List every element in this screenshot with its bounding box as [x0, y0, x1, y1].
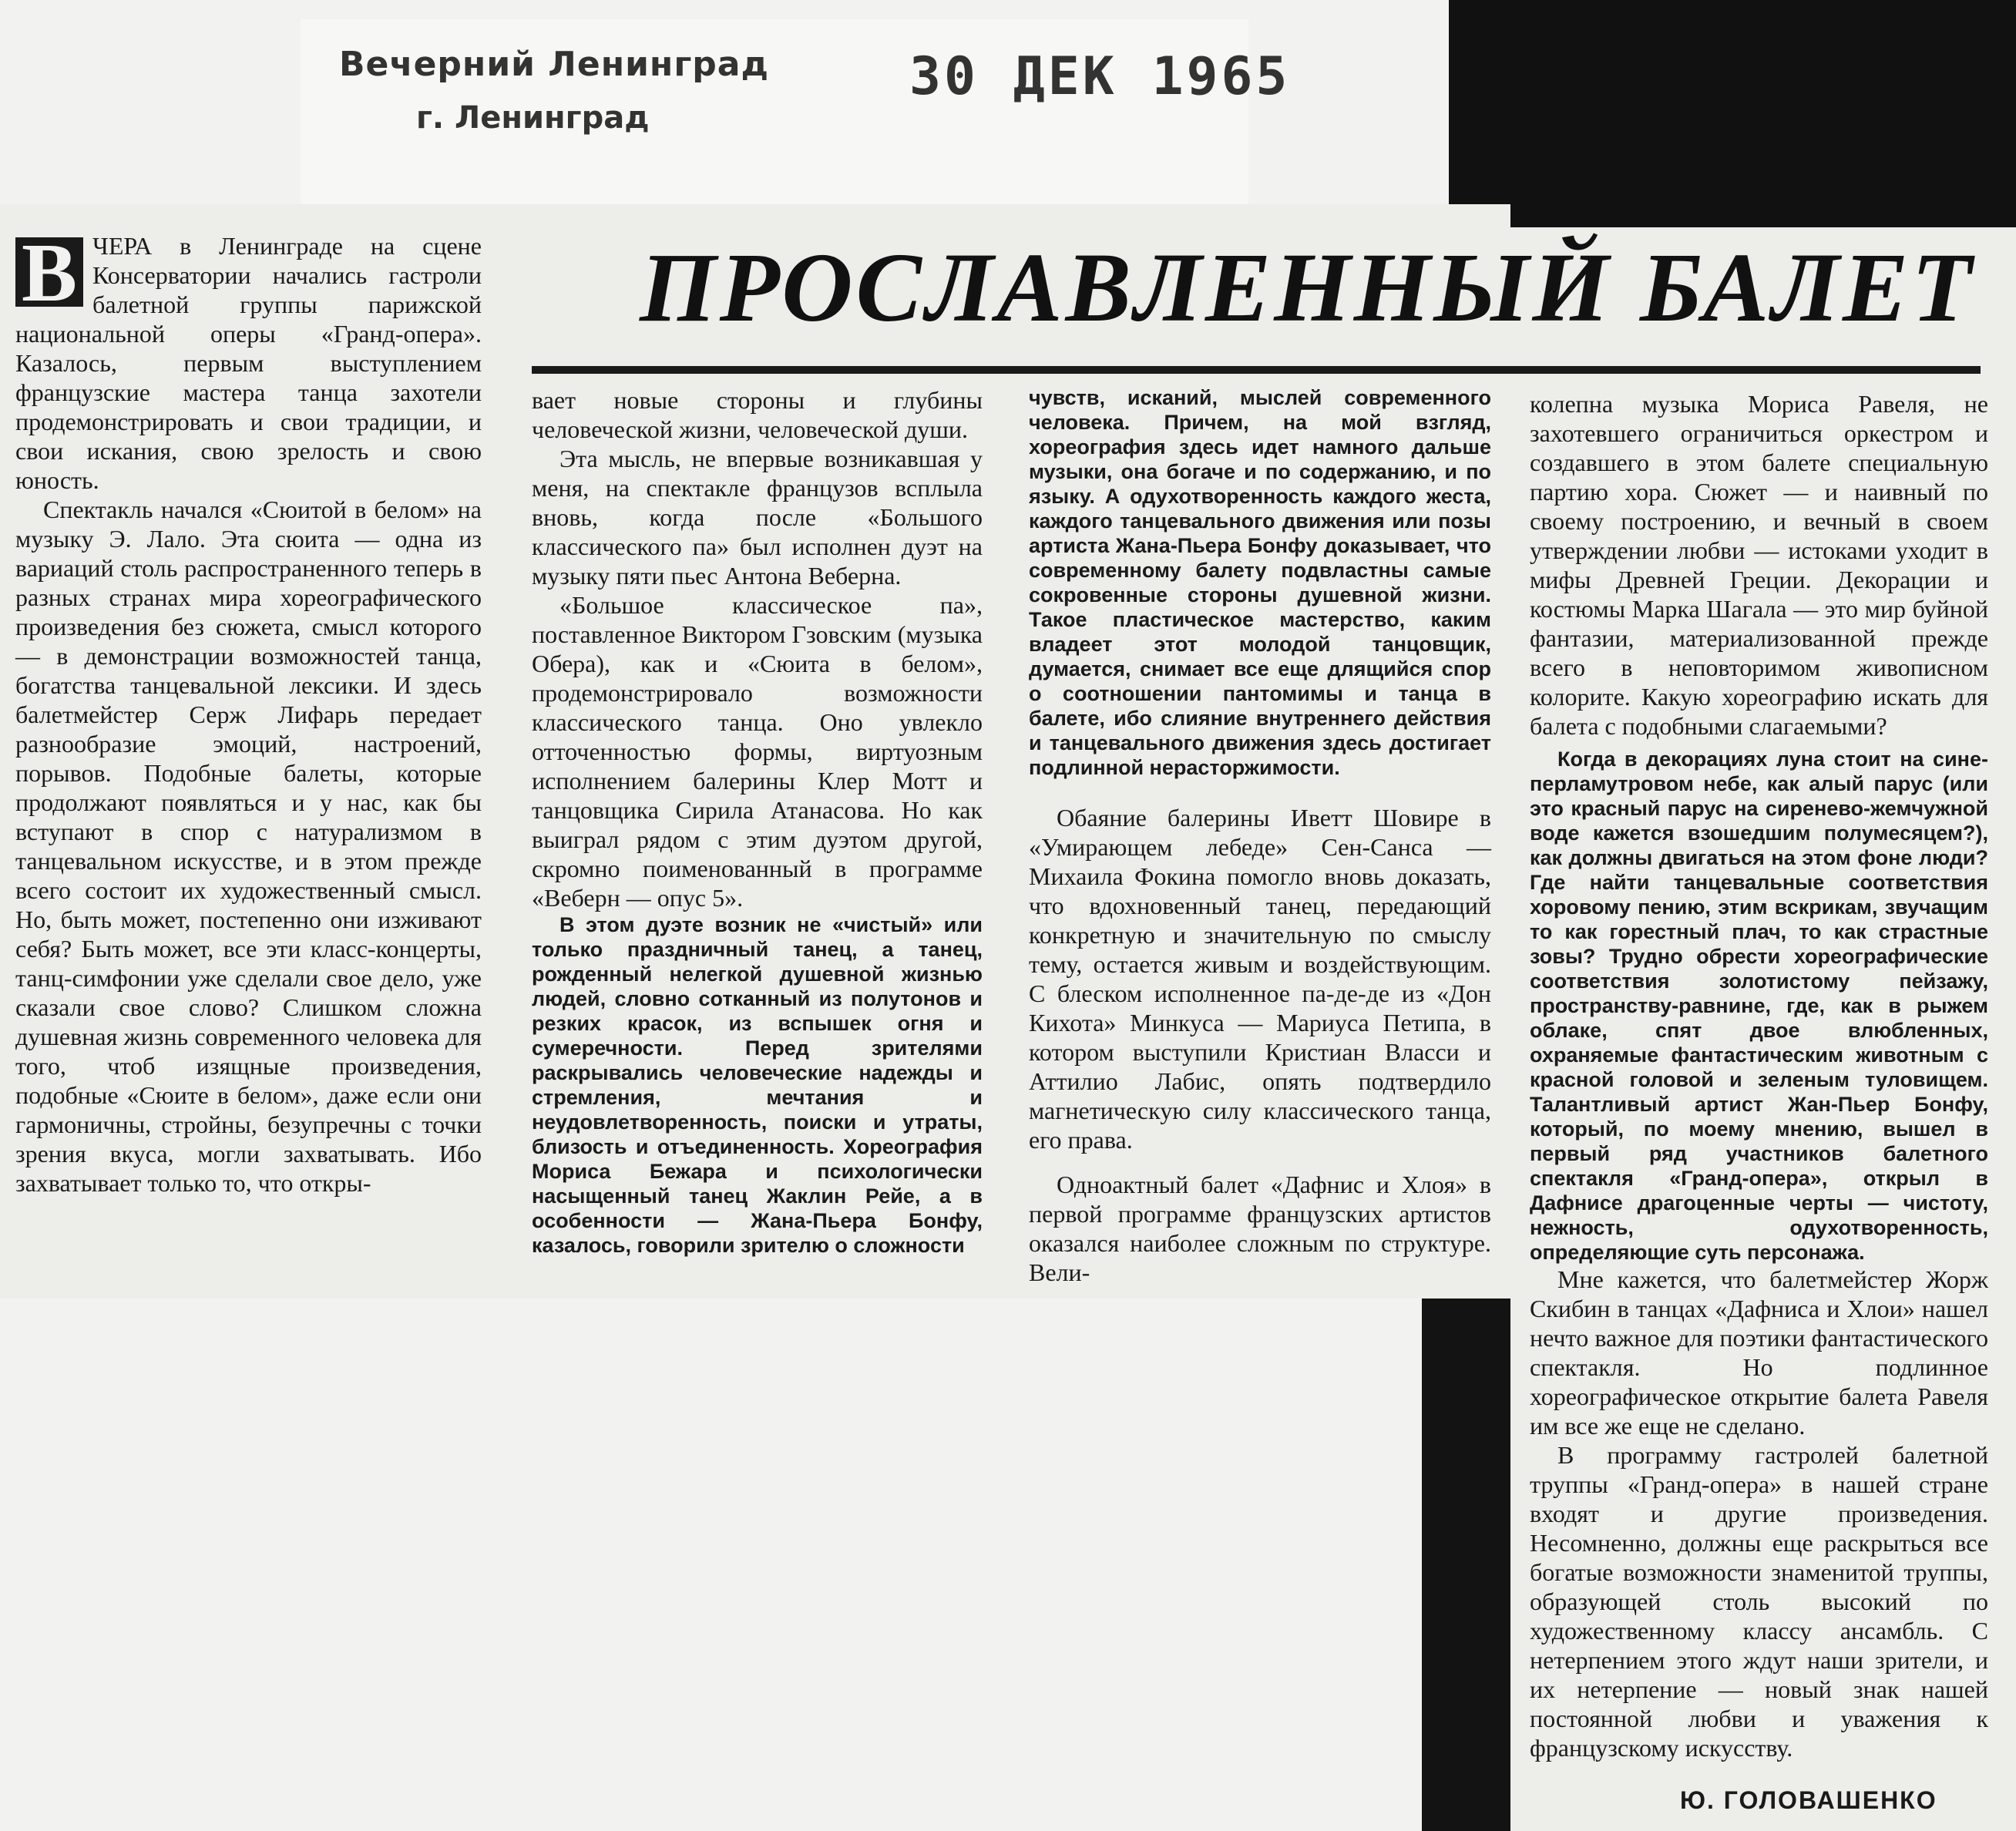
- paragraph: В программу гастролей балетной труппы «Гранд-опера» в нашей стране входят и другие произведения. Несомненно, должны еще раскрыться все богатые возможности знаменитой труппы, образующей столь высокий по художественному классу ансамбль. С нетерпением этого ждут наши зрители, и их нетерпение — новый знак нашей постоянной любви и уважения к французскому искусству.: [1530, 1441, 1988, 1762]
- stamp-city: г. Ленинград: [416, 100, 650, 136]
- paragraph: Эта мысль, не впервые возникавшая у меня, на спектакле французов всплыла вновь, когда после «Большого классического па» был исполнен дуэт на музыку пяти пьес Антона Веберна.: [532, 445, 983, 590]
- background-dark-strip: [1422, 1272, 1514, 1831]
- paragraph: Одноактный балет «Дафнис и Хлоя» в первой программе французских артистов оказался наиболее сложным по структуре. Вели-: [1029, 1171, 1491, 1286]
- stamp-organization: Вечерний Ленинград: [339, 45, 770, 84]
- article-column-3: [1029, 385, 1491, 1286]
- paragraph: «Большое классическое па», поставленное Виктором Гзовским (музыка Обера), как и «Сюита в белом», продемонстрировало возможности классического танца. Оно увлекло отточенностью формы, виртуозным исполнением балерины Клер Мотт и танцовщика Сирила Атанасова. Но как выиграл рядом с этим дуэтом другой, скромно поименованный в программе «Веберн — опус 5».: [532, 591, 983, 912]
- headline-rule: [532, 366, 1981, 374]
- paragraph: Мне кажется, что балетмейстер Жорж Скибин в танцах «Дафниса и Хлои» нашел нечто важное для поэтики фантастического спектакля. Но подлинное хореографическое открытие балета Равеля им все же еще не сделано.: [1530, 1265, 1988, 1440]
- author-signature: Ю. ГОЛОВАШЕНКО: [1680, 1786, 1937, 1814]
- article-column-1: [15, 227, 482, 1272]
- article-column-4: [1530, 389, 1988, 1807]
- drop-cap: В: [15, 237, 83, 307]
- paragraph: Обаяние балерины Иветт Шовире в «Умирающем лебеде» Сен-Санса — Михаила Фокина помогло вновь доказать, что вдохновенный танец, передающий конкретную и значительную по смыслу тему, остается живым и воздействующим. С блеском исполненное па-де-де из «Дон Кихота» Минкуса — Мариуса Петипа, в котором выступили Кристиан Власси и Аттилио Лабис, опять подтвердило магнетическую силу классического танца, его права.: [1029, 804, 1491, 1154]
- background-dark-band: [1449, 0, 2016, 247]
- paragraph: [15, 227, 482, 495]
- paragraph-bold: чувств, исканий, мыслей современного человека. Причем, на мой взгляд, хореография здесь идет намного дальше музыки, она богаче и по содержанию, и по языку. А одухотворенность каждого жеста, каждого танцевального движения или позы артиста Жана-Пьера Бонфу доказывает, что современному балету подвластны самые сокровенные стороны душевной жизни. Такое пластическое мастерство, каким владеет этот молодой танцовщик, думается, снимает все еще длящийся спор о соотношении пантомимы и танца в балете, ибо слияние внутреннего действия и танцевального движения здесь достигает подлинной нерасторжимости.: [1029, 386, 1491, 779]
- paragraph-bold: В этом дуэте возник не «чистый» или только праздничный танец, а танец, рожденный нелегкой душевной жизнью людей, словно сотканный из полутонов и резких красок, из вспышек огня и сумеречности. Перед зрителями раскрывались человеческие надежды и стремления, мечтания и неудовлетворенность, поиски и утраты, близость и отъединенность. Хореография Мориса Бежара и психологически насыщенный танец Жаклин Рейе, а в особенности — Жана-Пьера Бонфу, казалось, говорили зрителю о сложности: [532, 913, 983, 1257]
- stamp-date: 30 ДЕК 1965: [909, 46, 1291, 107]
- paragraph-text: ЧЕРА в Ленинграде на сцене Консерватории начались гастроли балетной группы парижской национальной оперы «Гранд-опера». Казалось, первым выступлением французские мастера танца захотели продемонстрировать и свои традиции, и свои искания, свою зрелость и свою юность.: [15, 232, 482, 494]
- paragraph: колепна музыка Мориса Равеля, не захотевшего ограничиться оркестром и создавшего в этом балете специальную партию хора. Сюжет — и наивный по своему построению, и вечный в своем утверждении любви — истоками уходит в мифы Древней Греции. Декорации и костюмы Марка Шагала — это мир буйной фантазии, материализованной прежде всего в неповторимом живописном колорите. Какую хореографию искать для балета с подобными слагаемыми?: [1530, 390, 1988, 740]
- article-headline: ПРОСЛАВЛЕННЫЙ БАЛЕТ: [640, 233, 1975, 342]
- paragraph-bold: Когда в декорациях луна стоит на сине-перламутровом небе, как алый парус (или это красный парус на сиренево-жемчужной воде кажется взошедшим полумесяцем?), как должны двигаться на этом фоне люди? Где найти танцевальные соответствия хоровому пению, этим вскрикам, звучащим то как горестный плач, то как страстные зовы? Трудно обрести хореографические соответствия золотистому пейзажу, пространству-равнине, где, как в рыжем облаке, спят двое влюбленных, охраняемые фантастическим животным с красной головой и зеленым туловищем. Талантливый артист Жан-Пьер Бонфу, который, по моему мнению, вышел в первый ряд участников балетного спектакля «Гранд-опера», открыл в Дафнисе драгоценные черты — чистоту, нежность, одухотворенность, определяющие суть персонажа.: [1530, 748, 1988, 1264]
- paragraph: Спектакль начался «Сюитой в белом» на музыку Э. Лало. Эта сюита — одна из вариаций столь распространенного теперь в разных странах мира хореографического произведения без сюжета, смысл которого — в демонстрации возможностей танца, богатства танцевальной лексики. И здесь балетмейстер Серж Лифарь передает разнообразие эмоций, настроений, порывов. Подобные балеты, которые продолжают появляться и у нас, как бы вступают в спор с натурализмом в танцевальном искусстве, и в этом прежде всего состоит их художественный смысл. Но, быть может, постепенно они изживают себя? Быть может, все эти класс-концерты, танц-симфонии уже сделали свое дело, уже сказали свое слово? Слишком сложна душевная жизнь современного человека для того, чтоб изящные произведения, подобные «Сюите в белом», даже если они гармоничны, стройны, безупречны с точки зрения вкуса, могли захватывать. Ибо захватывает только то, что откры-: [15, 496, 482, 1197]
- paragraph: вает новые стороны и глубины человеческой жизни, человеческой души.: [532, 386, 983, 443]
- article-column-2: [532, 385, 983, 1272]
